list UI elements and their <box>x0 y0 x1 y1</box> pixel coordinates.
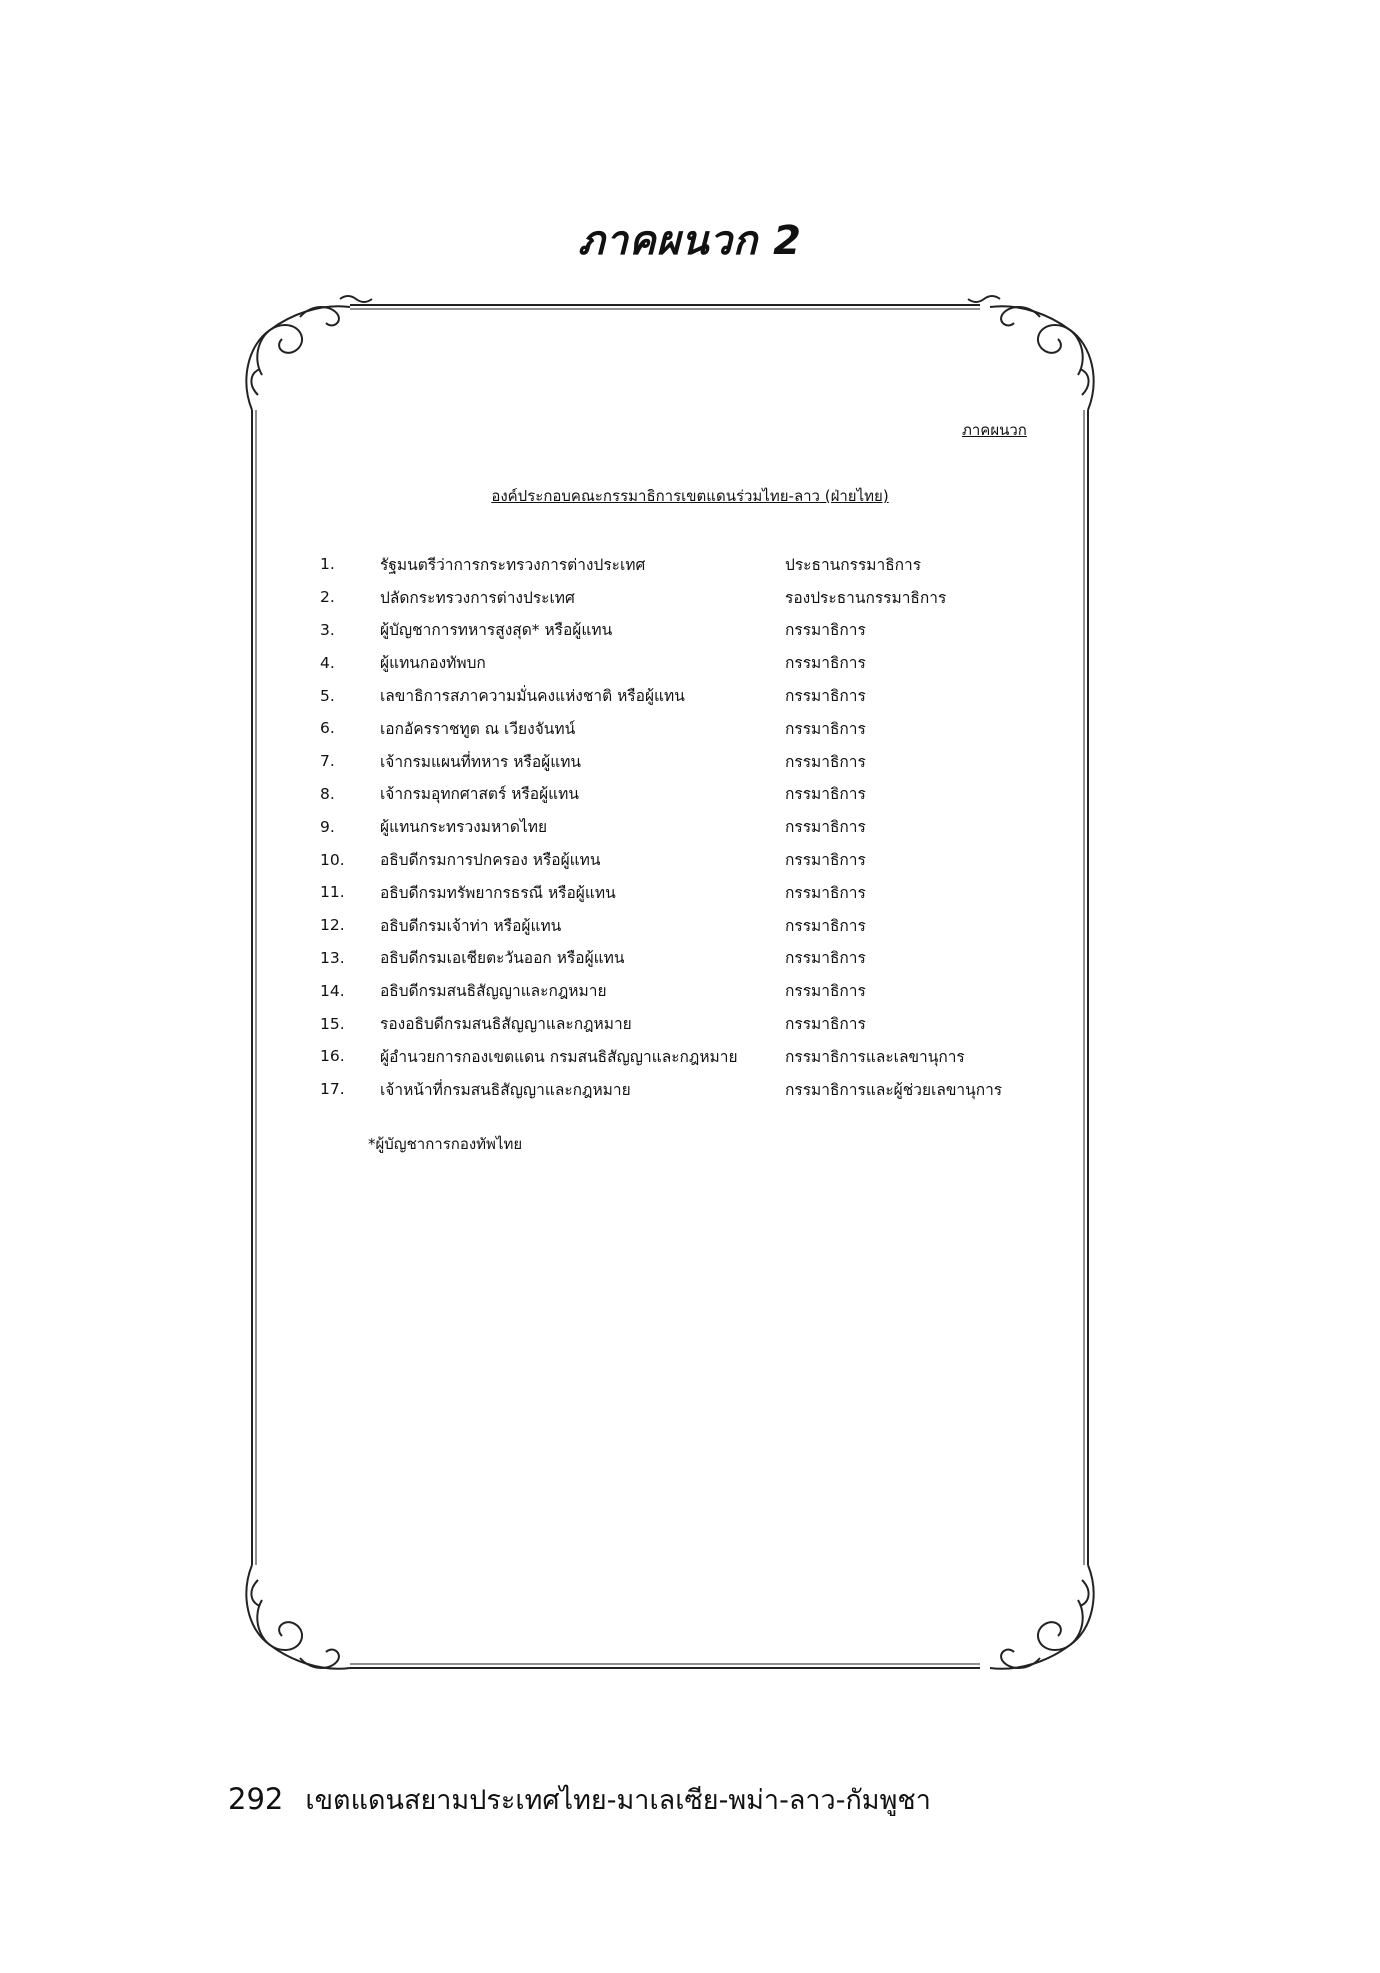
item-role: กรรมาธิการ <box>785 982 866 1001</box>
list-item <box>320 712 1040 745</box>
member-list <box>320 548 1040 1106</box>
item-role: กรรมาธิการ <box>785 851 866 870</box>
list-item <box>320 548 1040 581</box>
list-item <box>320 1040 1040 1073</box>
list-item <box>320 646 1040 679</box>
list-item <box>320 1007 1040 1040</box>
list-item <box>320 745 1040 778</box>
document-title: องค์ประกอบคณะกรรมาธิการเขตแดนร่วมไทย-ลาว (ฝ่ายไทย) <box>491 487 889 505</box>
item-position: เจ้ากรมอุทกศาสตร์ หรือผู้แทน <box>380 785 579 804</box>
item-number: 10. <box>320 850 345 869</box>
item-number: 2. <box>320 588 335 607</box>
item-number: 15. <box>320 1014 345 1033</box>
item-role: รองประธานกรรมาธิการ <box>785 588 947 607</box>
item-role: กรรมาธิการ <box>785 752 866 771</box>
item-position: อธิบดีกรมเอเชียตะวันออก หรือผู้แทน <box>380 949 625 968</box>
item-position: เจ้าหน้าที่กรมสนธิสัญญาและกฎหมาย <box>380 1080 631 1099</box>
item-position: ผู้อำนวยการกองเขตแดน กรมสนธิสัญญาและกฎหมาย <box>380 1047 738 1066</box>
item-position: เจ้ากรมแผนที่ทหาร หรือผู้แทน <box>380 752 582 771</box>
list-item <box>320 614 1040 647</box>
item-position: อธิบดีกรมทรัพยากรธรณี หรือผู้แทน <box>380 883 616 902</box>
item-role: ประธานกรรมาธิการ <box>785 555 922 574</box>
item-position: อธิบดีกรมการปกครอง หรือผู้แทน <box>380 851 601 870</box>
item-number: 6. <box>320 719 335 738</box>
page-number: 292 <box>228 1782 284 1816</box>
item-number: 11. <box>320 883 345 902</box>
item-position: ผู้แทนกองทัพบก <box>380 654 486 673</box>
item-number: 13. <box>320 948 345 967</box>
list-item <box>320 974 1040 1007</box>
item-position: รองอธิบดีกรมสนธิสัญญาและกฎหมาย <box>380 1015 632 1034</box>
list-item <box>320 810 1040 843</box>
page-heading: ภาคผนวก 2 <box>578 218 802 264</box>
list-item <box>320 679 1040 712</box>
list-item <box>320 1073 1040 1106</box>
list-item <box>320 942 1040 975</box>
item-position: อธิบดีกรมเจ้าท่า หรือผู้แทน <box>380 916 562 935</box>
item-number: 7. <box>320 752 335 771</box>
item-role: กรรมาธิการ <box>785 949 866 968</box>
item-role: กรรมาธิการ <box>785 654 866 673</box>
item-position: อธิบดีกรมสนธิสัญญาและกฎหมาย <box>380 982 607 1001</box>
item-role: กรรมาธิการ <box>785 621 866 640</box>
item-role: กรรมาธิการและเลขานุการ <box>785 1047 965 1066</box>
list-item <box>320 581 1040 614</box>
book-title: เขตแดนสยามประเทศไทย-มาเลเซีย-พม่า-ลาว-กัมพูชา <box>305 1785 931 1816</box>
item-position: ผู้บัญชาการทหารสูงสุด* หรือผู้แทน <box>380 621 613 640</box>
item-number: 3. <box>320 620 335 639</box>
item-number: 9. <box>320 817 335 836</box>
item-number: 14. <box>320 981 345 1000</box>
list-item <box>320 909 1040 942</box>
item-role: กรรมาธิการ <box>785 719 866 738</box>
item-number: 16. <box>320 1047 345 1066</box>
page-footer <box>228 1778 931 1821</box>
item-position: รัฐมนตรีว่าการกระทรวงการต่างประเทศ <box>380 555 646 574</box>
list-item <box>320 876 1040 909</box>
item-role: กรรมาธิการ <box>785 1015 866 1034</box>
item-role: กรรมาธิการ <box>785 916 866 935</box>
footnote: *ผู้บัญชาการกองทัพไทย <box>368 1135 523 1153</box>
item-number: 5. <box>320 686 335 705</box>
item-number: 8. <box>320 784 335 803</box>
item-role: กรรมาธิการ <box>785 785 866 804</box>
item-position: ผู้แทนกระทรวงมหาดไทย <box>380 818 548 837</box>
item-number: 17. <box>320 1080 345 1099</box>
item-number: 4. <box>320 653 335 672</box>
list-item <box>320 843 1040 876</box>
item-position: เลขาธิการสภาความมั่นคงแห่งชาติ หรือผู้แทน <box>380 687 685 706</box>
item-role: กรรมาธิการ <box>785 883 866 902</box>
item-number: 12. <box>320 916 345 935</box>
item-role: กรรมาธิการ <box>785 687 866 706</box>
item-role: กรรมาธิการและผู้ช่วยเลขานุการ <box>785 1080 1003 1099</box>
item-position: ปลัดกระทรวงการต่างประเทศ <box>380 588 575 607</box>
item-number: 1. <box>320 555 335 574</box>
appendix-corner-label: ภาคผนวก <box>962 421 1027 439</box>
item-role: กรรมาธิการ <box>785 818 866 837</box>
item-position: เอกอัครราชทูต ณ เวียงจันทน์ <box>380 719 576 738</box>
list-item <box>320 778 1040 811</box>
